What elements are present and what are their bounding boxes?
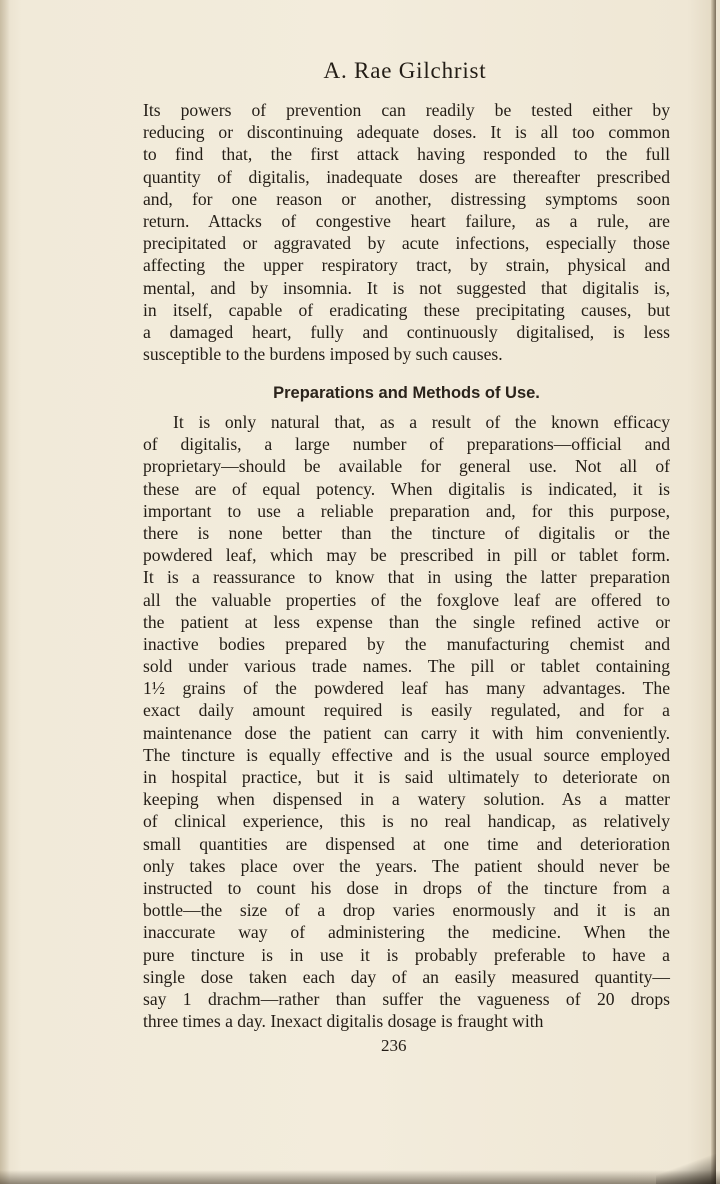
text-line: quantity of digitalis, inadequate doses are thereafter prescribed <box>143 166 670 187</box>
text-line: 1½ grains of the powdered leaf has many advantages. The <box>143 678 670 699</box>
text-line: maintenance dose the patient can carry it with him conveniently. <box>143 722 670 743</box>
text-line: in hospital practice, but it is said ultimately to deteriorate on <box>143 767 670 787</box>
text-line: keeping when dispensed in a watery solution. As a matter <box>143 789 670 810</box>
text-line: the patient at less expense than the single refined active or <box>143 611 670 632</box>
text-line: these are of equal potency. When digitalis is indicated, it is <box>143 478 670 499</box>
text-line: bottle—the size of a drop varies enormously and it is an <box>143 900 670 921</box>
text-line: mental, and by insomnia. It is not suggested that digitalis is, <box>143 277 670 298</box>
text-line: reducing or discontinuing adequate doses. It is all too common <box>143 122 670 143</box>
corner-shadow <box>656 1154 716 1184</box>
text-line: and, for one reason or another, distressing symptoms soon <box>143 188 670 209</box>
text-line: susceptible to the burdens imposed by such causes. <box>143 344 503 365</box>
bottom-edge-shadow <box>0 1170 720 1184</box>
text-line: of clinical experience, this is no real handicap, as relatively <box>143 811 670 832</box>
text-line: affecting the upper respiratory tract, by strain, physical and <box>143 255 670 276</box>
text-line: small quantities are dispensed at one time and deterioration <box>143 833 670 854</box>
text-line: in itself, capable of eradicating these precipitating causes, but <box>143 299 670 320</box>
text-line: pure tincture is in use it is probably preferable to have a <box>143 944 670 965</box>
paragraph-2 <box>143 411 670 1032</box>
text-line: exact daily amount required is easily regulated, and for a <box>143 700 670 721</box>
text-line: return. Attacks of congestive heart failure, as a rule, are <box>143 210 670 231</box>
text-line: The tincture is equally effective and is the usual source employed <box>143 744 670 765</box>
section-heading: Preparations and Methods of Use. <box>273 384 540 402</box>
page-number: 236 <box>381 1036 407 1055</box>
text-line: say 1 drachm—rather than suffer the vagueness of 20 drops <box>143 988 670 1009</box>
running-head: A. Rae Gilchrist <box>323 58 487 83</box>
text-line: a damaged heart, fully and continuously digitalised, is less <box>143 321 670 342</box>
text-line: precipitated or aggravated by acute infections, especially those <box>143 233 670 254</box>
text-line: important to use a reliable preparation and, for this purpose, <box>143 500 670 521</box>
text-line: inactive bodies prepared by the manufacturing chemist and <box>143 633 670 654</box>
text-line: sold under various trade names. The pill or tablet containing <box>143 656 670 677</box>
text-line: single dose taken each day of an easily measured quantity— <box>143 966 670 987</box>
page-gutter-shadow <box>0 0 10 1184</box>
page-edge <box>711 0 716 1184</box>
text-line: It is a reassurance to know that in using the latter preparation <box>143 567 670 588</box>
text-line: of digitalis, a large number of preparations—official and <box>143 434 670 455</box>
text-line: inaccurate way of administering the medicine. When the <box>143 922 670 943</box>
paragraph-1 <box>143 99 670 365</box>
text-line: there is none better than the tincture of digitalis or the <box>143 522 670 543</box>
text-line: It is only natural that, as a result of the known efficacy <box>173 412 670 432</box>
text-line: to find that, the first attack having responded to the full <box>143 144 670 165</box>
text-line: only takes place over the years. The patient should never be <box>143 855 670 876</box>
text-line: three times a day. Inexact digitalis dosage is fraught with <box>143 1011 544 1032</box>
text-line: instructed to count his dose in drops of the tincture from a <box>143 877 670 898</box>
text-line: powdered leaf, which may be prescribed in pill or tablet form. <box>143 545 670 566</box>
text-line: Its powers of prevention can readily be tested either by <box>143 100 670 120</box>
text-line: proprietary—should be available for general use. Not all of <box>143 456 670 477</box>
text-line: all the valuable properties of the foxglove leaf are offered to <box>143 589 670 610</box>
